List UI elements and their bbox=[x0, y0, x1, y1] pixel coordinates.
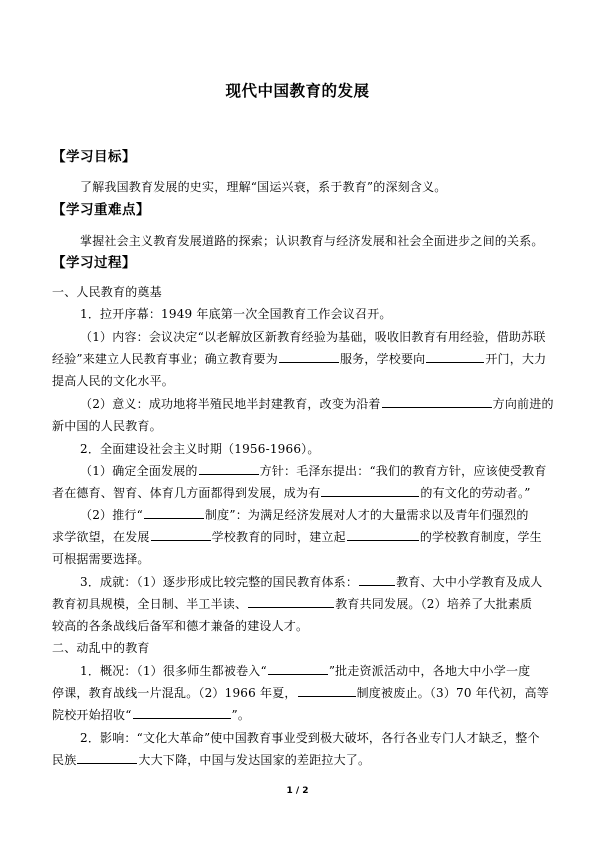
paragraph bbox=[80, 662, 530, 679]
text: 者在德育、智育、体育几方面都得到发展，成为有 bbox=[52, 486, 321, 500]
paragraph: 较高的各条战线后备军和德才兼备的建设人才。 bbox=[52, 619, 309, 633]
text: 的学校教育制度，学生 bbox=[419, 530, 542, 544]
text: 方向前进的 bbox=[492, 397, 554, 411]
text: 的有文化的劳动者。” bbox=[420, 486, 531, 500]
heading-process: 【学习过程】 bbox=[52, 255, 136, 271]
page-title: 现代中国教育的发展 bbox=[225, 82, 370, 100]
paragraph bbox=[52, 706, 250, 723]
fill-blank[interactable] bbox=[133, 706, 231, 719]
key-text: 掌握社会主义教育发展道路的探索；认识教育与经济发展和社会全面进步之间的关系。 bbox=[80, 234, 544, 248]
fill-blank[interactable] bbox=[426, 350, 484, 363]
fill-blank[interactable] bbox=[347, 528, 419, 541]
text: 学校教育的同时，建立起 bbox=[211, 530, 346, 544]
goal-text: 了解我国教育发展的史实，理解“国运兴衰，系于教育”的深刻含义。 bbox=[80, 180, 447, 194]
paragraph: 2．全面建设社会主义时期（1956-1966）。 bbox=[80, 442, 320, 456]
fill-blank[interactable] bbox=[298, 684, 356, 697]
paragraph: 1．拉开序幕：1949 年底第一次全国教育工作会议召开。 bbox=[80, 307, 392, 321]
section-2-title: 二、动乱中的教育 bbox=[52, 641, 150, 655]
fill-blank[interactable] bbox=[248, 595, 334, 608]
text: 开门，大力 bbox=[485, 352, 547, 366]
fill-blank[interactable] bbox=[77, 751, 137, 764]
text: （1）确定全面发展的 bbox=[80, 464, 198, 478]
text: 1．概况：（1）很多师生都被卷入“ bbox=[80, 664, 267, 678]
text: 3．成就：（1）逐步形成比较完整的国民教育体系： bbox=[80, 575, 359, 589]
text: 大大下降，中国与发达国家的差距拉大了。 bbox=[138, 753, 371, 767]
paragraph bbox=[52, 484, 531, 501]
paragraph: 提高人民的文化水平。 bbox=[52, 374, 175, 388]
heading-key: 【学习重难点】 bbox=[52, 202, 150, 218]
paragraph bbox=[80, 506, 529, 523]
text: 服务，学校要向 bbox=[339, 352, 426, 366]
text: 停课，教育战线一片混乱。（2）1966 年夏， bbox=[52, 686, 297, 700]
paragraph: 2．影响：“文化大革命”使中国教育事业受到极大破坏，各行各业专门人才缺乏，整个 bbox=[80, 731, 540, 745]
paragraph bbox=[52, 350, 546, 367]
text: （2）意义：成功地将半殖民地半封建教育，改变为沿着 bbox=[80, 397, 381, 411]
text: （2）推行“ bbox=[80, 508, 143, 522]
paragraph bbox=[52, 528, 542, 545]
text: 民族 bbox=[52, 753, 77, 767]
paragraph bbox=[80, 573, 542, 590]
heading-goal: 【学习目标】 bbox=[52, 149, 136, 165]
text: 院校开始招收“ bbox=[52, 708, 132, 722]
text: 教育共同发展。（2）培养了大批素质 bbox=[335, 597, 533, 611]
paragraph: 可根据需要选择。 bbox=[52, 552, 150, 566]
section-1-title: 一、人民教育的奠基 bbox=[52, 285, 162, 299]
paragraph bbox=[52, 595, 532, 612]
fill-blank[interactable] bbox=[268, 662, 328, 675]
fill-blank[interactable] bbox=[382, 395, 492, 408]
fill-blank[interactable] bbox=[144, 506, 204, 519]
text: 求学欲望，在发展 bbox=[52, 530, 150, 544]
paragraph bbox=[52, 684, 549, 701]
text: 制度”：为满足经济发展对人才的大量需求以及青年们强烈的 bbox=[204, 508, 529, 522]
paragraph bbox=[80, 462, 547, 479]
text: 方针：毛泽东提出：“我们的教育方针，应该使受教育 bbox=[259, 464, 547, 478]
paragraph bbox=[52, 751, 370, 768]
fill-blank[interactable] bbox=[321, 484, 419, 497]
paragraph bbox=[80, 395, 554, 412]
fill-blank[interactable] bbox=[359, 573, 395, 586]
paragraph: 新中国的人民教育。 bbox=[52, 419, 162, 433]
text: 教育、大中小学教育及成人 bbox=[396, 575, 543, 589]
text: 制度被废止。（3）70 年代初，高等 bbox=[356, 686, 549, 700]
paragraph: （1）内容：会议决定“以老解放区新教育经验为基础，吸收旧教育有用经验，借助苏联 bbox=[80, 330, 546, 344]
text: ”批走资派活动中，各地大中小学一度 bbox=[328, 664, 531, 678]
fill-blank[interactable] bbox=[279, 350, 339, 363]
text: ”。 bbox=[231, 708, 251, 722]
text: 教育初具规模，全日制、半工半读、 bbox=[52, 597, 248, 611]
page-number: 1 / 2 bbox=[286, 786, 309, 796]
fill-blank[interactable] bbox=[199, 462, 259, 475]
text: 经验”来建立人民教育事业；确立教育要为 bbox=[52, 352, 278, 366]
fill-blank[interactable] bbox=[151, 528, 211, 541]
